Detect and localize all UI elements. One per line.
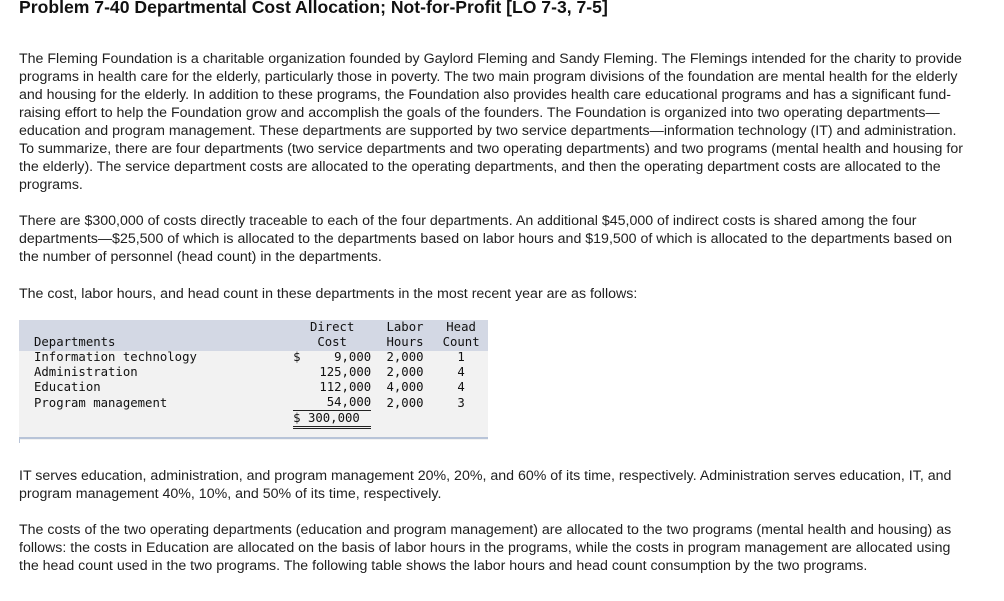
labor-hours: 4,000 — [386, 380, 424, 394]
header-labor-bottom: Hours — [386, 335, 424, 349]
header-row-bottom — [19, 335, 488, 350]
it-service-paragraph: IT serves education, administration, and program management 20%, 20%, and 60% of its time, respectively. Administration serves education, IT, and program management 40%, 10%, and 50% of its time, respectively. — [19, 468, 952, 502]
labor-hours: 2,000 — [386, 395, 424, 410]
direct-cost: 54,000 — [326, 395, 372, 409]
header-direct-top: Direct — [309, 320, 355, 334]
cost-table — [19, 320, 488, 429]
table-row — [19, 380, 488, 395]
header-labor-top: Labor — [386, 320, 424, 334]
direct-cost: 9,000 — [334, 350, 372, 364]
header-departments: Departments — [34, 335, 116, 349]
head-count: 4 — [457, 365, 465, 379]
table-row — [19, 350, 488, 365]
currency-symbol: $ — [293, 350, 301, 364]
direct-cost: 125,000 — [319, 365, 372, 379]
costs-paragraph: There are $300,000 of costs directly traceable to each of the four departments. An additional $45,000 of indirect costs is shared among the four departments—$25,500 of which is allocated to the departments based on labor hours and $19,500 of which is allocated to the departments based on the number of personnel (head count) in the departments. — [19, 213, 953, 265]
operating-allocation-paragraph: The costs of the two operating departments (education and program management) are allocated to the two programs (mental health and housing) as follows: the costs in Education are allocated on the basis of labor hours in the programs, while the costs in program management are allocated using the head count used in the two programs. The following table shows the labor hours and head count consumption by the two programs. — [19, 522, 952, 574]
dept-name: Information technology — [34, 350, 197, 364]
table-row — [19, 395, 488, 411]
head-count: 4 — [457, 380, 465, 394]
table-bottom-rule — [19, 437, 488, 439]
head-count: 3 — [457, 395, 465, 410]
labor-hours: 2,000 — [386, 365, 424, 379]
department-cost-table — [19, 320, 488, 440]
table-lead-in: The cost, labor hours, and head count in these departments in the most recent year are as follows: — [19, 286, 638, 302]
header-head-top: Head — [446, 320, 476, 334]
problem-title: Problem 7-40 Departmental Cost Allocation; Not-for-Profit [LO 7-3, 7-5] — [19, 0, 608, 17]
total-row — [19, 411, 488, 429]
total-direct-cost: $ 300,000 — [293, 411, 360, 425]
table-corner-tick — [19, 437, 20, 443]
header-direct-bottom: Cost — [317, 335, 347, 349]
dept-name: Administration — [34, 365, 138, 379]
header-row-top — [19, 320, 488, 335]
dept-name: Education — [34, 380, 101, 394]
table-row — [19, 365, 488, 380]
intro-paragraph: The Fleming Foundation is a charitable organization founded by Gaylord Fleming and Sandy Fleming. The Flemings intended for the charity to provide programs in health care for the elderly, particularly those in poverty. The two main program divisions of the foundation are mental health for the elderly and housing for the elderly. In addition to these programs, the Foundation also provides health care educational programs and has a significant fund-raising effort to help the Foundation grow and accomplish the goals of the founders. The Foundation is organized into two operating departments—education and program management. These departments are supported by two service departments—information technology (IT) and administration. To summarize, there are four departments (two service departments and two operating departments) and two programs (mental health and housing for the elderly). The service department costs are allocated to the operating departments, and then the operating department costs are allocated to the programs. — [19, 51, 963, 193]
head-count: 1 — [457, 350, 465, 364]
header-head-bottom: Count — [442, 335, 480, 349]
dept-name: Program management — [34, 395, 168, 410]
labor-hours: 2,000 — [386, 350, 424, 364]
direct-cost: 112,000 — [319, 380, 372, 394]
